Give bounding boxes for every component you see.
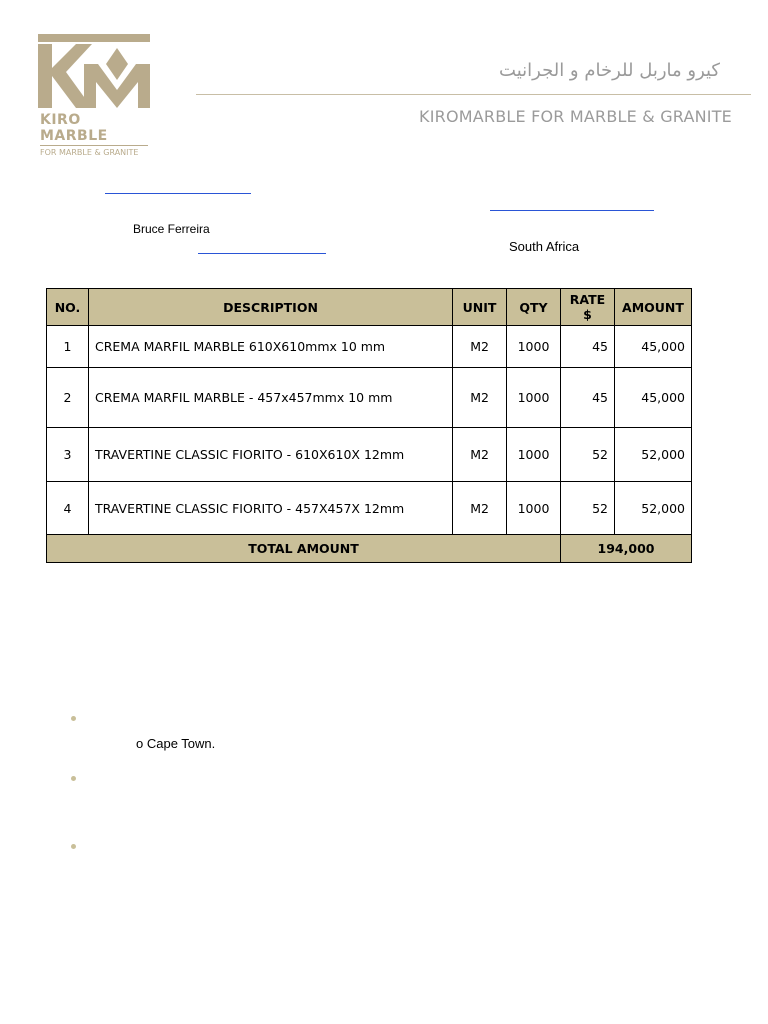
cell-rate: 52 <box>561 428 615 482</box>
table-row <box>47 482 692 535</box>
total-label: TOTAL AMOUNT <box>47 535 561 563</box>
client-country: South Africa <box>509 239 580 254</box>
cell-amount: 52,000 <box>614 428 691 482</box>
table-header-row <box>47 289 692 326</box>
brand-divider <box>40 145 148 146</box>
english-company-title: KIROMARBLE FOR MARBLE & GRANITE <box>419 107 732 126</box>
cell-unit: M2 <box>453 326 507 368</box>
header-no: NO. <box>47 289 89 326</box>
cell-rate: 52 <box>561 482 615 535</box>
km-logo-mark <box>38 34 150 114</box>
cell-description: TRAVERTINE CLASSIC FIORITO - 610X610X 12mm <box>88 428 452 482</box>
header-qty: QTY <box>507 289 561 326</box>
total-row <box>47 535 692 563</box>
cell-rate: 45 <box>561 326 615 368</box>
cell-qty: 1000 <box>507 428 561 482</box>
cell-unit: M2 <box>453 482 507 535</box>
header-rate: RATE $ <box>561 289 615 326</box>
cell-amount: 45,000 <box>614 368 691 428</box>
header-amount: AMOUNT <box>614 289 691 326</box>
cell-description: CREMA MARFIL MARBLE 610X610mmx 10 mm <box>88 326 452 368</box>
client-name: Bruce Ferreira <box>133 222 210 236</box>
table-row <box>47 428 692 482</box>
header-unit: UNIT <box>453 289 507 326</box>
cell-description: TRAVERTINE CLASSIC FIORITO - 457X457X 12mm <box>88 482 452 535</box>
cell-rate: 45 <box>561 368 615 428</box>
cell-amount: 45,000 <box>614 326 691 368</box>
cell-no: 2 <box>47 368 89 428</box>
bullet-point-2 <box>71 776 76 781</box>
cell-qty: 1000 <box>507 482 561 535</box>
cell-unit: M2 <box>453 428 507 482</box>
cell-description: CREMA MARFIL MARBLE - 457x457mmx 10 mm <box>88 368 452 428</box>
brand-name: KIRO MARBLE <box>40 112 108 144</box>
cell-no: 3 <box>47 428 89 482</box>
blank-link-field-3[interactable] <box>198 253 326 254</box>
cell-no: 4 <box>47 482 89 535</box>
cell-qty: 1000 <box>507 326 561 368</box>
arabic-company-title: كيرو ماربل للرخام و الجرانيت <box>499 60 720 81</box>
header-description: DESCRIPTION <box>88 289 452 326</box>
brand-tagline: FOR MARBLE & GRANITE <box>40 148 139 157</box>
quotation-table <box>46 288 692 563</box>
bullet-point-3 <box>71 844 76 849</box>
cell-qty: 1000 <box>507 368 561 428</box>
cell-no: 1 <box>47 326 89 368</box>
blank-link-field-1[interactable] <box>105 193 251 194</box>
bullet-point-1 <box>71 716 76 721</box>
cell-unit: M2 <box>453 368 507 428</box>
cell-amount: 52,000 <box>614 482 691 535</box>
header-divider <box>196 94 751 95</box>
table-row <box>47 368 692 428</box>
total-value: 194,000 <box>561 535 692 563</box>
blank-link-field-2[interactable] <box>490 210 654 211</box>
sub-bullet-text: o Cape Town. <box>136 736 216 751</box>
table-row <box>47 326 692 368</box>
company-logo <box>38 34 150 157</box>
